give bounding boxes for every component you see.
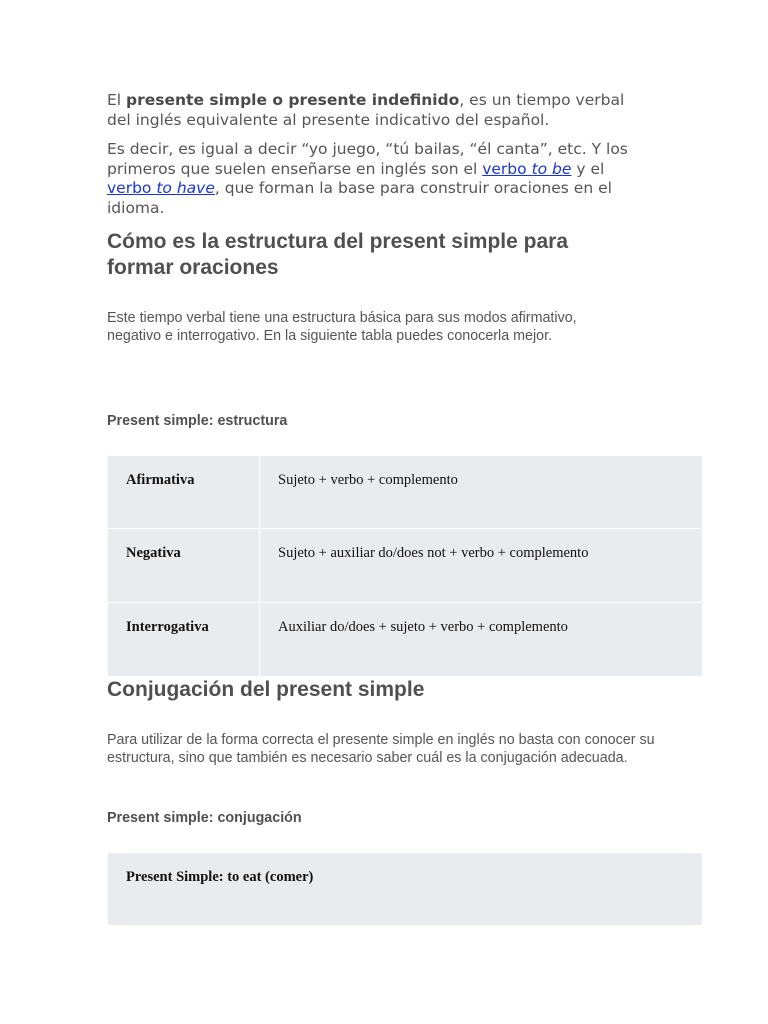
row-label: Negativa: [108, 529, 260, 603]
intro-text: y el: [571, 159, 605, 178]
section-heading-conjugacion: Conjugación del present simple: [107, 678, 425, 701]
intro-bold-term: presente simple o presente indefinido: [126, 91, 460, 109]
table-row: [108, 529, 703, 603]
row-label: Afirmativa: [108, 456, 260, 529]
intro-text: , es un tiempo verbal del inglés equivalente al presente indicativo del español.: [107, 91, 625, 129]
estructura-table: [107, 455, 703, 677]
conjugacion-table: [107, 852, 703, 926]
table-row: [108, 603, 703, 677]
intro-text: Es decir, es igual a decir “yo juego, “tú bailas, “él canta”, etc. Y los primeros que suelen enseñarse en inglés son el: [107, 140, 628, 178]
row-value: Auxiliar do/does + sujeto + verbo + complemento: [260, 603, 703, 677]
intro-paragraph-1: [107, 91, 652, 130]
table-caption-estructura: Present simple: estructura: [107, 413, 288, 429]
row-value: Sujeto + auxiliar do/does not + verbo + complemento: [260, 529, 703, 603]
verbo-to-be-link[interactable]: [482, 160, 571, 178]
section-paragraph-estructura: Este tiempo verbal tiene una estructura básica para sus modos afirmativo, negativo e interrogativo. En la siguiente tabla puedes conocerla mejor.: [107, 310, 577, 344]
section-heading-estructura: Cómo es la estructura del present simple para formar oraciones: [107, 230, 568, 279]
link-text-italic: to have: [156, 179, 215, 197]
link-text-italic: to be: [531, 159, 572, 178]
section-paragraph-conjugacion: Para utilizar de la forma correcta el presente simple en inglés no basta con conocer su estructura, sino que también es necesario saber cuál es la conjugación adecuada.: [107, 732, 655, 766]
intro-paragraph-2: [107, 140, 652, 218]
row-label: Interrogativa: [108, 603, 260, 677]
table-header-cell: Present Simple: to eat (comer): [108, 853, 703, 926]
intro-text: , que forman la base para construir oraciones en el idioma.: [107, 179, 612, 217]
link-text: verbo: [107, 179, 157, 197]
verbo-to-have-link[interactable]: [107, 179, 215, 197]
table-row: [108, 456, 703, 529]
link-text: verbo: [482, 159, 532, 178]
table-row: [108, 853, 703, 926]
row-value: Sujeto + verbo + complemento: [260, 456, 703, 529]
table-caption-conjugacion: Present simple: conjugación: [107, 810, 302, 826]
intro-text: El: [107, 91, 127, 109]
